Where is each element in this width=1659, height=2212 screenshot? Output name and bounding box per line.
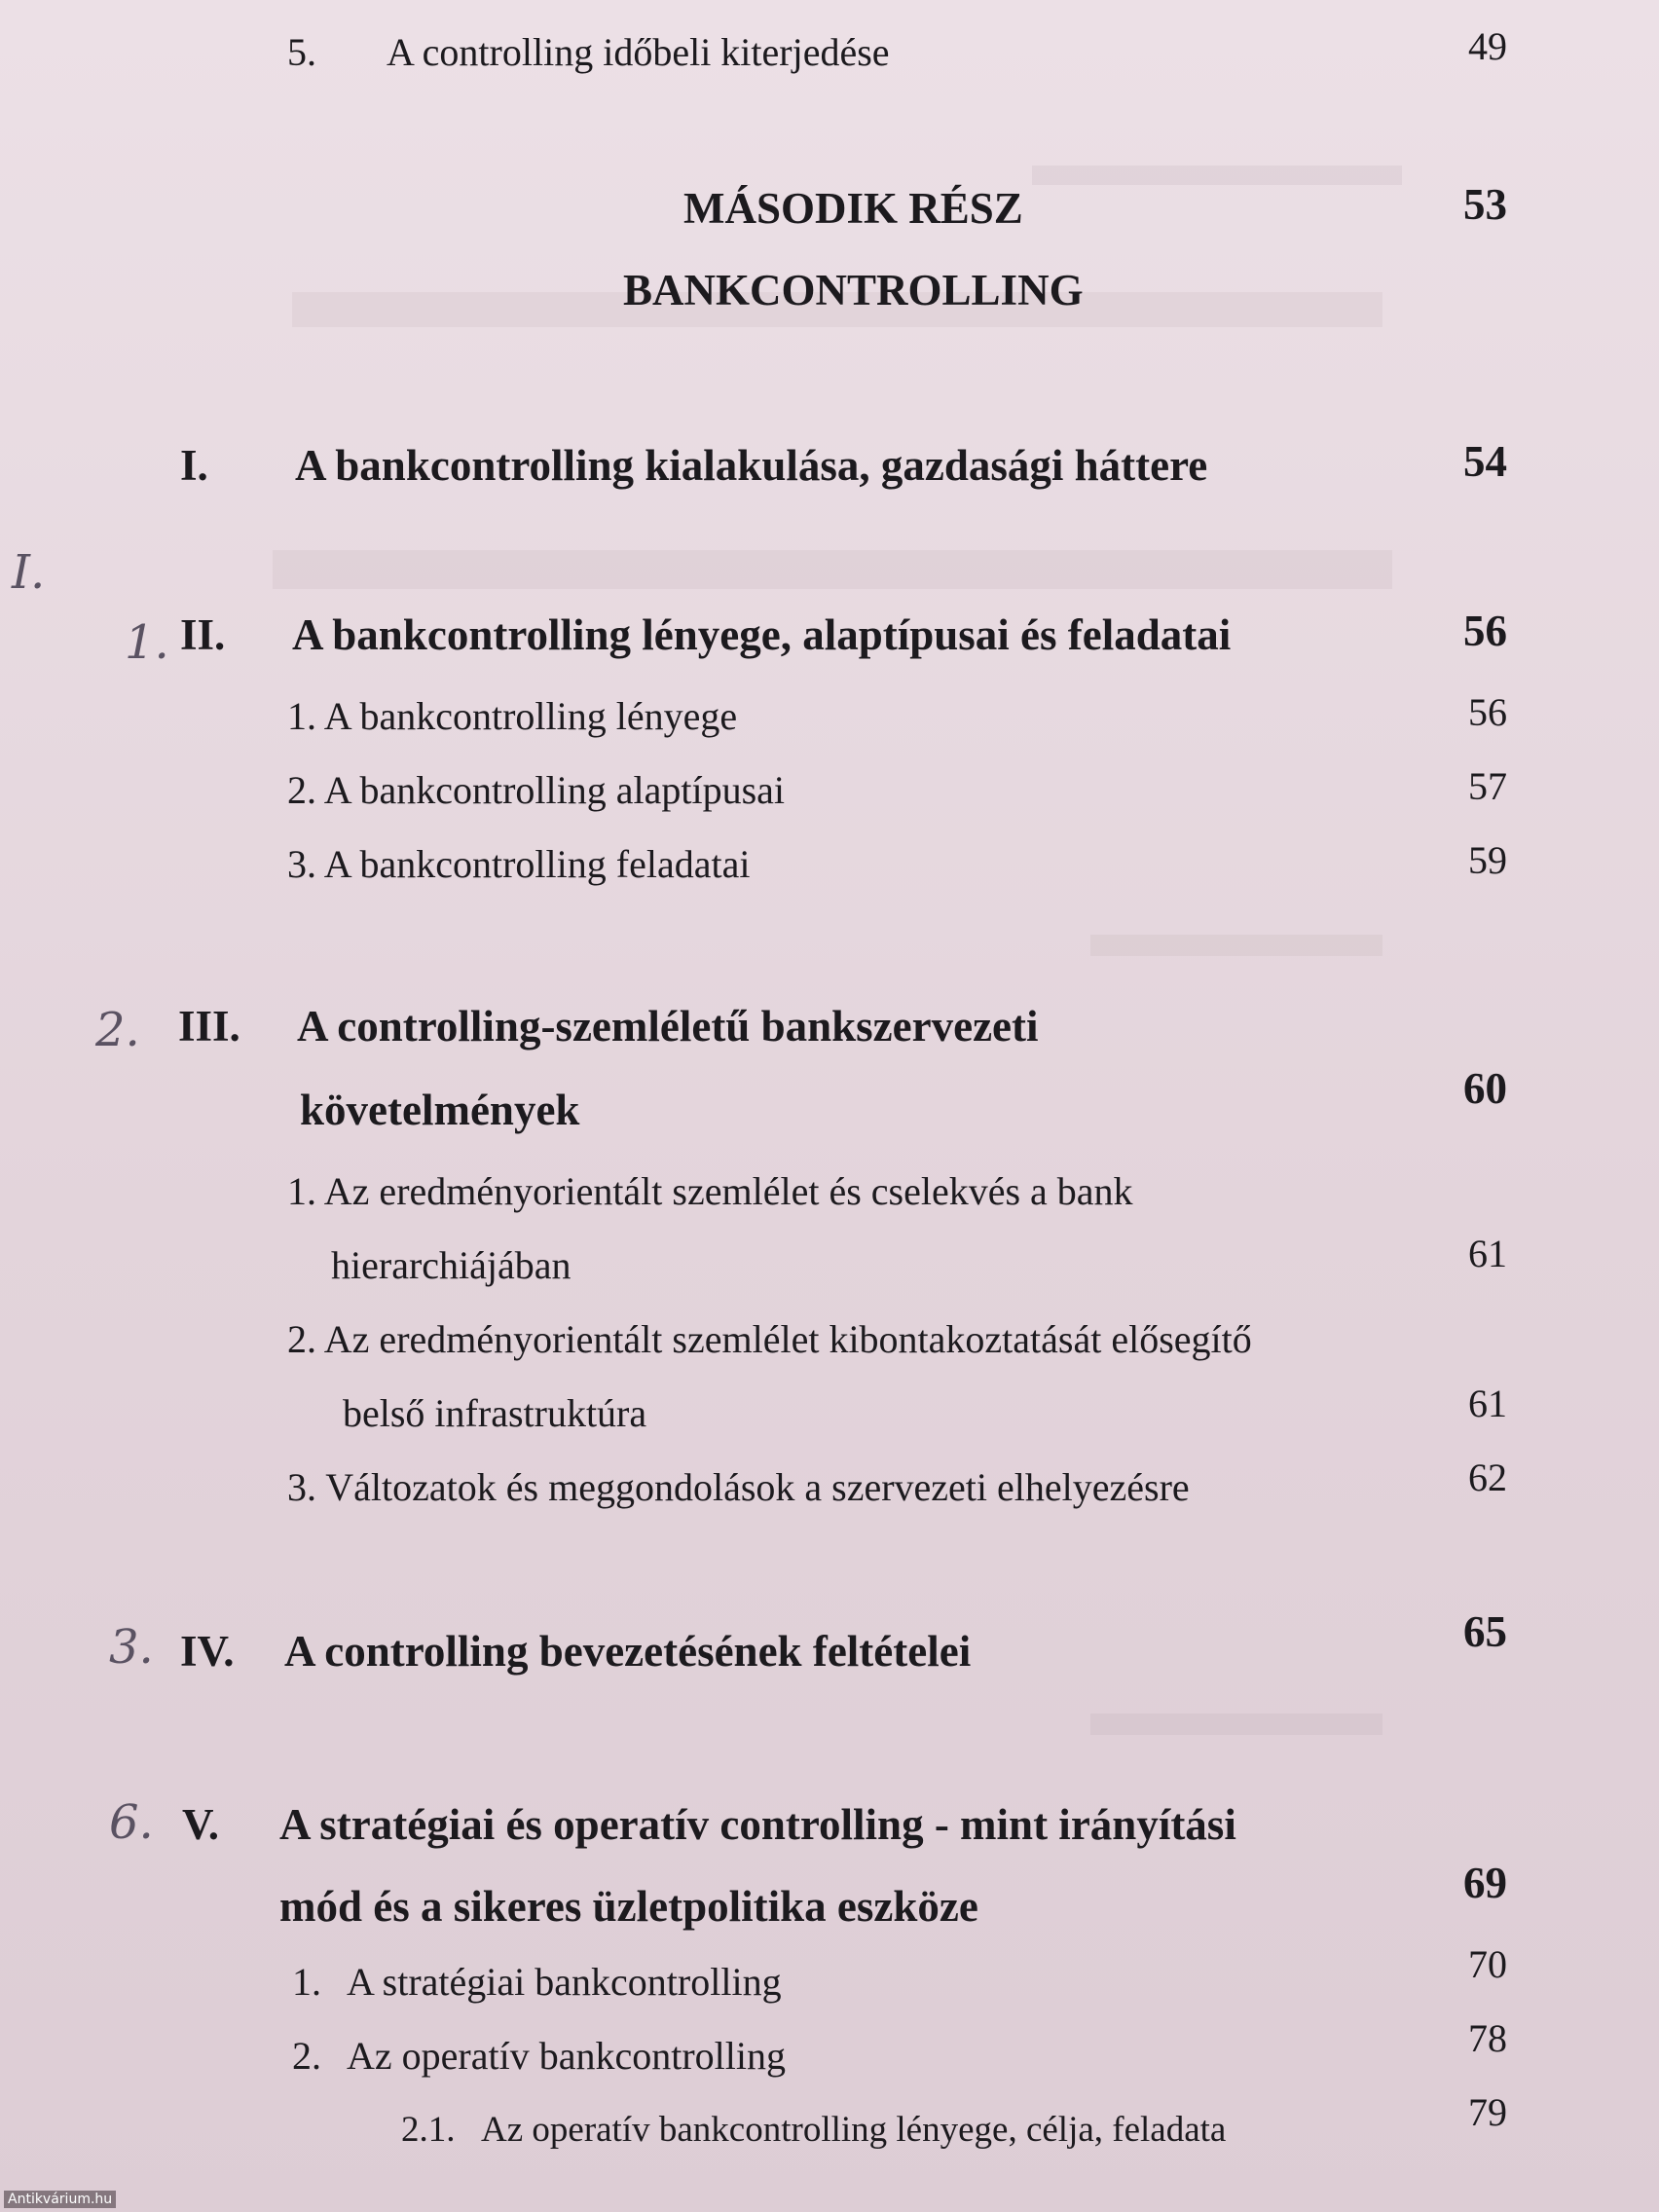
bleed-through-line bbox=[273, 550, 1392, 589]
handwritten-mark: 2. bbox=[95, 1003, 140, 1057]
toc-item-number: 2. bbox=[292, 2034, 321, 2078]
toc-item: 1. A bankcontrolling lényege bbox=[287, 694, 738, 738]
toc-page-number: 57 bbox=[1468, 764, 1507, 808]
part-page-number: 53 bbox=[1463, 180, 1507, 229]
chapter-title: A bankcontrolling kialakulása, gazdasági háttere bbox=[295, 441, 1208, 490]
chapter-title-line1: A controlling-szemléletű bankszervezeti bbox=[297, 1002, 1039, 1051]
toc-item: 2. A bankcontrolling alaptípusai bbox=[287, 768, 786, 812]
toc-page-number: 79 bbox=[1468, 2090, 1507, 2134]
toc-item-line1: 1. Az eredményorientált szemlélet és cselekvés a bank bbox=[287, 1169, 1133, 1213]
toc-page-number: 78 bbox=[1468, 2016, 1507, 2060]
handwritten-mark: 3. bbox=[109, 1620, 154, 1675]
chapter-title: A controlling bevezetésének feltételei bbox=[284, 1627, 972, 1676]
toc-item: 3. Változatok és meggondolások a szervezeti elhelyezésre bbox=[287, 1465, 1190, 1509]
toc-item-line2: hierarchiájában bbox=[331, 1243, 571, 1287]
toc-item: A stratégiai bankcontrolling bbox=[347, 1960, 782, 2004]
toc-page-number: 62 bbox=[1468, 1456, 1507, 1499]
toc-item-number: 1. bbox=[292, 1960, 321, 2004]
toc-entry-number: 5. bbox=[287, 30, 316, 74]
bleed-through-line bbox=[1090, 1714, 1382, 1735]
toc-page-number: 56 bbox=[1468, 690, 1507, 734]
toc-page-number: 49 bbox=[1468, 24, 1507, 68]
chapter-roman: I. bbox=[180, 441, 208, 490]
toc-page-number: 59 bbox=[1468, 838, 1507, 882]
toc-page-number: 61 bbox=[1468, 1382, 1507, 1425]
toc-subitem-number: 2.1. bbox=[401, 2110, 456, 2150]
toc-item-line2: belső infrastruktúra bbox=[343, 1391, 647, 1435]
toc-page-number: 61 bbox=[1468, 1232, 1507, 1275]
chapter-title-line2: mód és a sikeres üzletpolitika eszköze bbox=[279, 1882, 978, 1931]
toc-entry-title: A controlling időbeli kiterjedése bbox=[387, 30, 890, 74]
toc-item: Az operatív bankcontrolling bbox=[347, 2034, 786, 2078]
chapter-page-number: 69 bbox=[1463, 1859, 1507, 1907]
chapter-page-number: 60 bbox=[1463, 1064, 1507, 1113]
toc-item-line1: 2. Az eredményorientált szemlélet kibontakoztatását elősegítő bbox=[287, 1317, 1252, 1361]
chapter-title-line1: A stratégiai és operatív controlling - mint irányítási bbox=[279, 1800, 1236, 1849]
chapter-page-number: 54 bbox=[1463, 437, 1507, 486]
toc-page-number: 70 bbox=[1468, 1942, 1507, 1986]
chapter-roman: II. bbox=[180, 610, 226, 659]
chapter-page-number: 65 bbox=[1463, 1607, 1507, 1656]
toc-item: 3. A bankcontrolling feladatai bbox=[287, 842, 751, 886]
bleed-through-line bbox=[1090, 935, 1382, 956]
chapter-page-number: 56 bbox=[1463, 607, 1507, 655]
part-title: MÁSODIK RÉSZ bbox=[683, 184, 1023, 233]
handwritten-mark: I. bbox=[12, 545, 46, 600]
watermark: Antikvárium.hu bbox=[4, 2191, 116, 2208]
chapter-title: A bankcontrolling lényege, alaptípusai és feladatai bbox=[292, 610, 1232, 659]
chapter-roman: V. bbox=[182, 1800, 219, 1849]
chapter-roman: IV. bbox=[180, 1627, 235, 1676]
chapter-roman: III. bbox=[178, 1002, 240, 1051]
bleed-through-line bbox=[1032, 166, 1402, 185]
handwritten-mark: 6. bbox=[109, 1795, 154, 1850]
toc-subitem: Az operatív bankcontrolling lényege, célja, feladata bbox=[481, 2110, 1227, 2150]
chapter-title-line2: követelmények bbox=[300, 1086, 580, 1134]
part-subtitle: BANKCONTROLLING bbox=[623, 266, 1084, 314]
handwritten-mark: 1. bbox=[125, 615, 169, 670]
